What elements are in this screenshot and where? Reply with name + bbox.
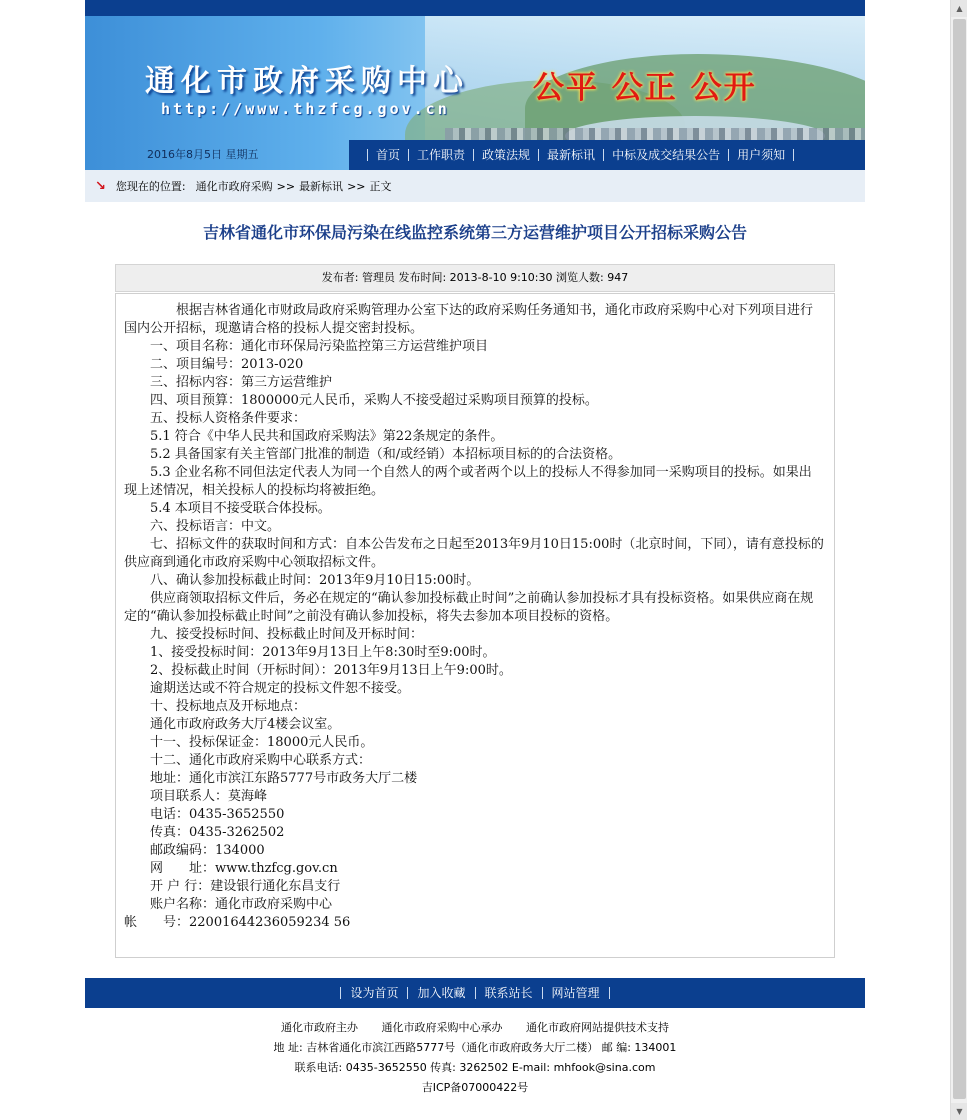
paragraph: 网 址：www.thzfcg.gov.cn (124, 861, 338, 876)
paragraph: 七、招标文件的获取时间和方式：自本公告发布之日起至2013年9月10日15:00时（北京时间，下同），请有意投标的供应商到通化市政府采购中心领取招标文件。 (124, 537, 824, 570)
scroll-up-icon[interactable]: ▲ (951, 0, 967, 17)
breadcrumb-separator: >> (276, 179, 296, 193)
site-banner (85, 0, 865, 170)
scroll-down-icon[interactable]: ▼ (951, 1103, 967, 1120)
paragraph: 根据吉林省通化市财政局政府采购管理办公室下达的政府采购任务通知书，通化市政府采购中心对下列项目进行国内公开招标，现邀请合格的投标人提交密封投标。 (124, 303, 814, 336)
contact-admin-link[interactable]: 联系站长 (475, 987, 542, 999)
paragraph: 逾期送达或不符合规定的投标文件恕不接受。 (124, 681, 411, 696)
page (85, 0, 865, 1094)
breadcrumb-item-current: 正文 (369, 180, 392, 193)
current-date: 2016年8月5日 星期五 (147, 148, 259, 161)
nav-award-results[interactable]: 中标及成交结果公告 (603, 149, 728, 161)
site-slogan: 公平 公正 公开 (533, 70, 757, 106)
paragraph: 二、项目编号：2013-020 (124, 357, 304, 372)
footer-tech-support: 通化市政府网站提供技术支持 (526, 1021, 669, 1034)
breadcrumb-item-latest[interactable]: 最新标讯 (299, 180, 344, 193)
footer-icp: 吉ICP备07000422号 (421, 1081, 529, 1094)
paragraph: 邮政编码：134000 (124, 843, 265, 858)
site-url: http://www.thzfcg.gov.cn (161, 100, 450, 118)
article-meta: 发布者: 管理员 发布时间: 2013-8-10 9:10:30 浏览人数: 947 (115, 264, 835, 292)
site-name: 通化市政府采购中心 (145, 64, 469, 99)
footer-organizer: 通化市政府采购中心承办 (381, 1021, 503, 1034)
paragraph: 传真：0435-3262502 (124, 825, 285, 840)
paragraph: 2、投标截止时间（开标时间）：2013年9月13日上午9:00时。 (124, 663, 512, 678)
footer-host: 通化市政府主办 (281, 1021, 358, 1034)
paragraph: 项目联系人：莫海峰 (124, 789, 268, 804)
site-admin-link[interactable]: 网站管理 (542, 987, 610, 999)
paragraph: 九、接受投标时间、投标截止时间及开标时间： (124, 627, 424, 642)
footer-contact: 联系电话: 0435-3652550 传真: 3262502 E-mail: mhfook@sina.com (294, 1061, 656, 1074)
paragraph: 四、项目预算：1800000元人民币，采购人不接受超过采购项目预算的投标。 (124, 393, 598, 408)
paragraph: 5.4 本项目不接受联合体投标。 (124, 501, 331, 516)
arrow-icon: ↘ (95, 178, 106, 194)
nav-policies[interactable]: 政策法规 (473, 149, 538, 161)
paragraph: 电话：0435-3652550 (124, 807, 285, 822)
paragraph: 十、投标地点及开标地点： (124, 699, 307, 714)
paragraph: 地址：通化市滨江东路5777号市政务大厅二楼 (124, 771, 418, 786)
nav-home[interactable]: 首页 (367, 149, 408, 161)
breadcrumb-separator: >> (347, 179, 366, 193)
paragraph: 5.3 企业名称不同但法定代表人为同一个自然人的两个或者两个以上的投标人不得参加同一采购项目的投标。如果出现上述情况，相关投标人的投标均将被拒绝。 (124, 465, 812, 498)
vertical-scrollbar[interactable] (950, 0, 967, 1120)
article-body (115, 293, 835, 958)
paragraph: 1、接受投标时间：2013年9月13日上午8:30时至9:00时。 (124, 645, 496, 660)
paragraph: 十一、投标保证金：18000元人民币。 (124, 735, 374, 750)
article-title: 吉林省通化市环保局污染在线监控系统第三方运营维护项目公开招标采购公告 (202, 223, 747, 242)
paragraph: 通化市政府政务大厅4楼会议室。 (124, 717, 341, 732)
footer-address: 地 址: 吉林省通化市滨江西路5777号（通化市政府政务大厅二楼） 邮 编: 134001 (273, 1041, 677, 1054)
breadcrumb-item-home[interactable]: 通化市政府采购 (195, 180, 273, 193)
footer-nav (85, 978, 865, 1008)
paragraph: 一、项目名称：通化市环保局污染监控第三方运营维护项目 (124, 339, 489, 354)
set-homepage-link[interactable]: 设为首页 (340, 987, 407, 999)
breadcrumb-label: 您现在的位置: (115, 180, 186, 193)
paragraph: 八、确认参加投标截止时间：2013年9月10日15:00时。 (124, 573, 480, 588)
paragraph: 五、投标人资格条件要求： (124, 411, 307, 426)
nav-duties[interactable]: 工作职责 (408, 149, 473, 161)
paragraph: 账户名称：通化市政府采购中心 (124, 897, 333, 912)
paragraph: 十二、通化市政府采购中心联系方式： (124, 753, 372, 768)
paragraph: 5.2 具备国家有关主管部门批准的制造（和/或经销）本招标项目标的的合法资格。 (124, 447, 622, 462)
footer-credits (85, 1018, 865, 1038)
main-nav (349, 140, 865, 170)
add-favorite-link[interactable]: 加入收藏 (407, 987, 474, 999)
nav-latest-bids[interactable]: 最新标讯 (538, 149, 603, 161)
paragraph: 帐 号：22001644236059234 56 (124, 915, 351, 930)
paragraph: 开 户 行：建设银行通化东昌支行 (124, 879, 341, 894)
paragraph: 六、投标语言：中文。 (124, 519, 281, 534)
paragraph: 供应商领取招标文件后，务必在规定的“确认参加投标截止时间”之前确认参加投标才具有投标资格。如果供应商在规定的“确认参加投标截止时间”之前没有确认参加投标，将失去参加本项目投标的资格。 (124, 591, 814, 624)
breadcrumb (85, 170, 865, 202)
paragraph: 三、招标内容：第三方运营维护 (124, 375, 333, 390)
nav-user-guide[interactable]: 用户须知 (728, 149, 794, 161)
paragraph: 5.1 符合《中华人民共和国政府采购法》第22条规定的条件。 (124, 429, 504, 444)
footer (85, 1018, 865, 1098)
scrollbar-thumb[interactable] (953, 19, 966, 1099)
